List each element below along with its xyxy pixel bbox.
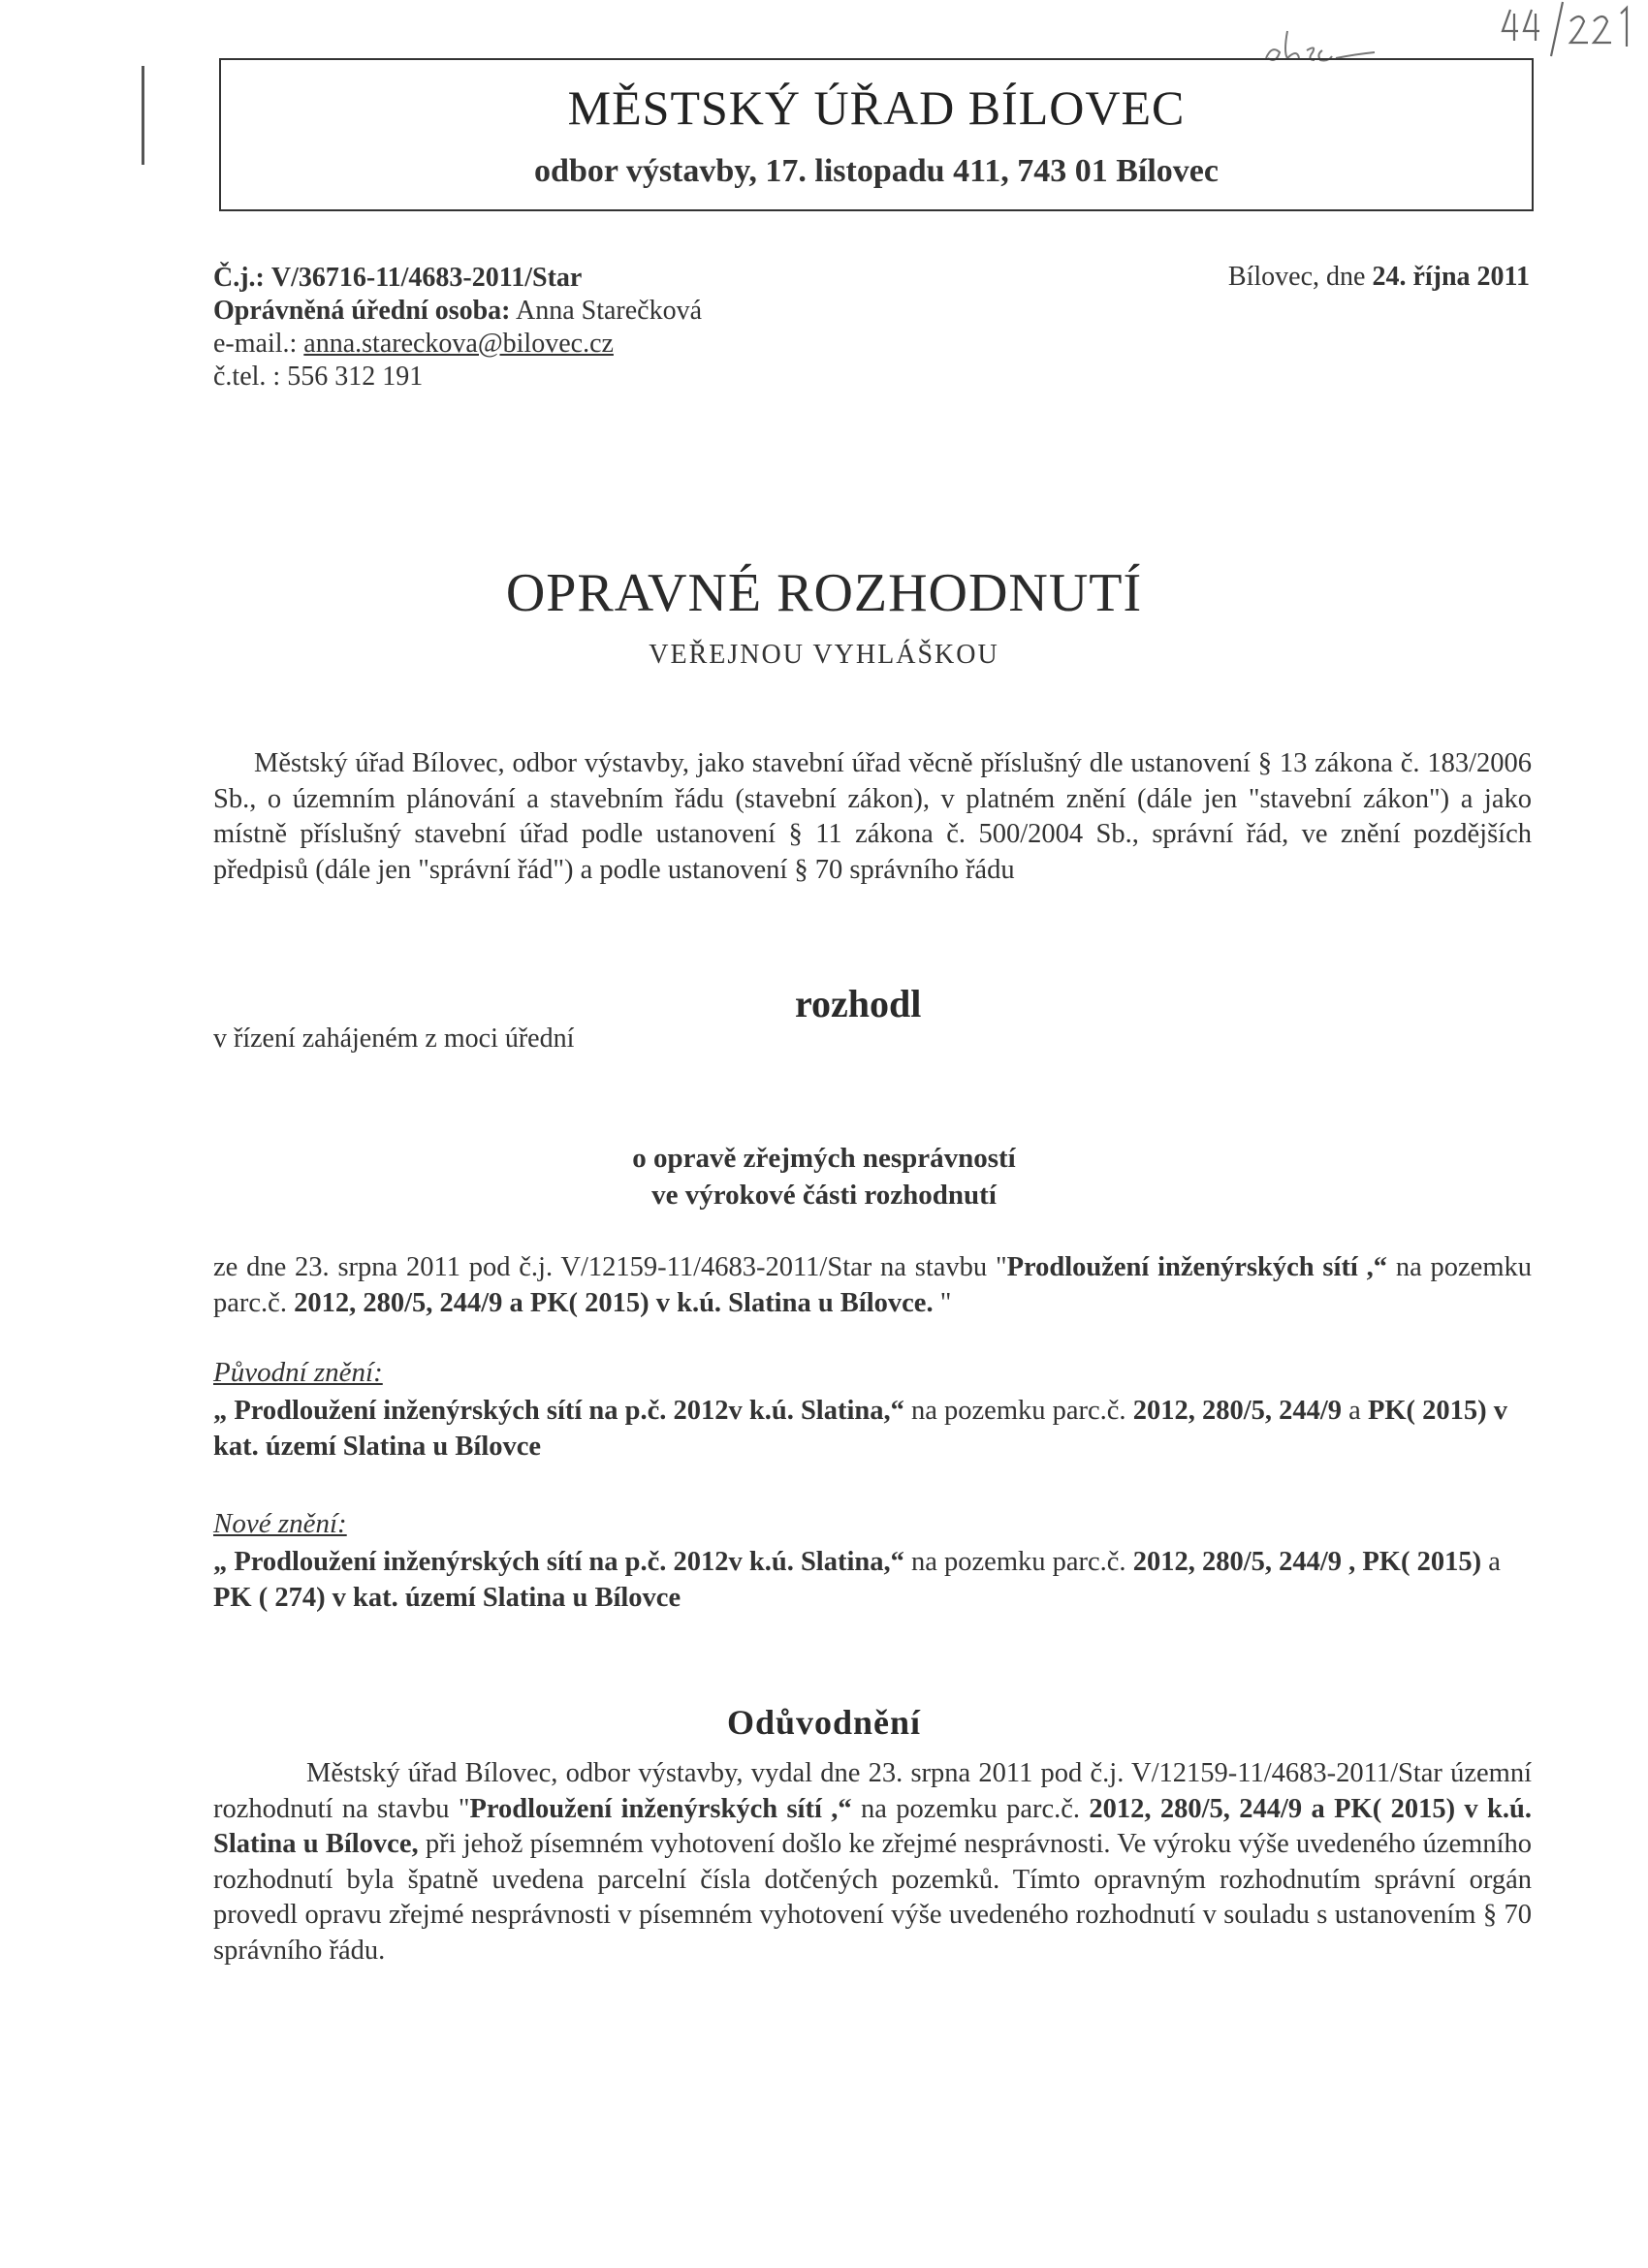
handwritten-number xyxy=(1493,0,1648,58)
document-subtitle: VEŘEJNOU VYHLÁŠKOU xyxy=(649,640,999,670)
phone-label: č.tel. : xyxy=(213,362,281,392)
email-link[interactable]: anna.stareckova@bilovec.cz xyxy=(303,329,614,359)
text-segment: a xyxy=(1342,1396,1368,1426)
new-wording-paragraph xyxy=(213,1545,1532,1616)
text-segment-bold: „ Prodloužení inženýrských sítí na p.č. 2012v k.ú. Slatina,“ xyxy=(213,1547,904,1577)
correction-subject xyxy=(0,1140,1648,1213)
correction-subject-line1: o opravě zřejmých nesprávností xyxy=(632,1143,1016,1174)
office-address: odbor výstavby, 17. listopadu 411, 743 01 Bílovec xyxy=(534,153,1219,189)
letterhead-box xyxy=(219,58,1534,211)
text-segment: Městský úřad Bílovec, odbor výstavby, vydal dne 23. srpna 2011 pod č.j. V/12159-11/4683-2011/Star územní rozhodnutí na stavbu " xyxy=(213,1758,1532,1824)
phone-value: 556 312 191 xyxy=(287,362,424,392)
text-segment: na pozemku parc.č. xyxy=(903,1547,1126,1577)
text-segment-bold: „ Prodloužení inženýrských sítí na p.č. 2012v k.ú. Slatina,“ xyxy=(213,1396,904,1426)
document-date xyxy=(1228,262,1530,293)
original-decision-paragraph xyxy=(213,1250,1532,1321)
text-segment-bold: 2012, 280/5, 244/9 a PK( 2015) v k.ú. Slatina u Bílovce. xyxy=(294,1287,934,1318)
text-segment: na pozemku parc.č. xyxy=(903,1396,1126,1426)
text-segment-bold: PK( 2015) v kat. území Slatina u Bílovce xyxy=(213,1396,1507,1462)
text-segment: na pozemku parc.č. xyxy=(213,1252,1532,1318)
official-person-value: Anna Starečková xyxy=(515,296,703,326)
reference-number-label: Č.j.: xyxy=(213,263,265,293)
date-value: 24. října 2011 xyxy=(1372,262,1530,292)
text-segment: a xyxy=(1481,1547,1501,1577)
text-segment: při jehož písemném vyhotovení došlo ke zřejmé nesprávnosti. Ve výroku výše uvedeného územního rozhodnutí byla špatně uvedena parcelní čísla dotčených pozemků. Tímto opravným rozhodnutím správní orgán provedl opravu zřejmé nesprávnosti v písemném vyhotovení výše uvedeného rozhodnutí v souladu s ustanovením § 70 správního řádu. xyxy=(213,1829,1533,1966)
reference-number xyxy=(213,262,582,295)
decision-heading: rozhodl xyxy=(795,982,922,1025)
margin-mark xyxy=(142,66,144,165)
email-line xyxy=(213,328,614,361)
text-segment-bold: Prodloužení inženýrských sítí ,“ xyxy=(1006,1252,1388,1282)
justification-paragraph xyxy=(213,1756,1532,1969)
email-label: e-mail.: xyxy=(213,329,298,359)
text-segment-bold: 2012, 280/5, 244/9 , PK( 2015) xyxy=(1132,1547,1482,1577)
text-segment-bold: 2012, 280/5, 244/9 xyxy=(1132,1396,1343,1426)
text-segment: na pozemku parc.č. xyxy=(851,1793,1081,1824)
text-segment: ze dne 23. srpna 2011 pod č.j. V/12159-11/4683-2011/Star na stavbu " xyxy=(213,1252,1007,1282)
date-prefix: Bílovec, dne xyxy=(1227,262,1366,292)
original-wording-label: Původní znění: xyxy=(213,1357,383,1388)
correction-subject-line2: ve výrokové části rozhodnutí xyxy=(651,1180,997,1211)
text-segment-bold: 2012, 280/5, 244/9 a PK( 2015) v k.ú. Slatina u Bílovce, xyxy=(213,1793,1532,1859)
office-title: MĚSTSKÝ ÚŘAD BÍLOVEC xyxy=(567,80,1186,135)
intro-paragraph: Městský úřad Bílovec, odbor výstavby, jako stavební úřad věcně příslušný dle ustanovení § 13 zákona č. 183/2006 Sb., o územním plánování a stavebním řádu (stavební zákon), v platném znění (dále jen "stavební zákon") a jako místně příslušný stavební úřad podle ustanovení § 11 zákona č. 500/2004 Sb., správní řád, ve znění pozdějších předpisů (dále jen "správní řád") a podle ustanovení § 70 správního řádu xyxy=(213,748,1532,885)
proceedings-note: v řízení zahájeném z moci úřední xyxy=(213,1024,575,1054)
new-wording-label: Nové znění: xyxy=(213,1508,347,1539)
text-segment: " xyxy=(933,1287,952,1318)
official-person xyxy=(213,295,702,328)
reference-number-value: V/36716-11/4683-2011/Star xyxy=(270,263,583,293)
document-title: OPRAVNÉ ROZHODNUTÍ xyxy=(505,563,1143,623)
text-segment-bold: Prodloužení inženýrských sítí ,“ xyxy=(469,1793,852,1824)
official-person-label: Oprávněná úřední osoba: xyxy=(213,296,511,326)
original-wording-paragraph xyxy=(213,1394,1532,1465)
justification-heading: Odůvodnění xyxy=(726,1703,922,1742)
text-segment-bold: PK ( 274) v kat. území Slatina u Bílovce xyxy=(213,1582,681,1613)
phone-line xyxy=(213,361,423,394)
